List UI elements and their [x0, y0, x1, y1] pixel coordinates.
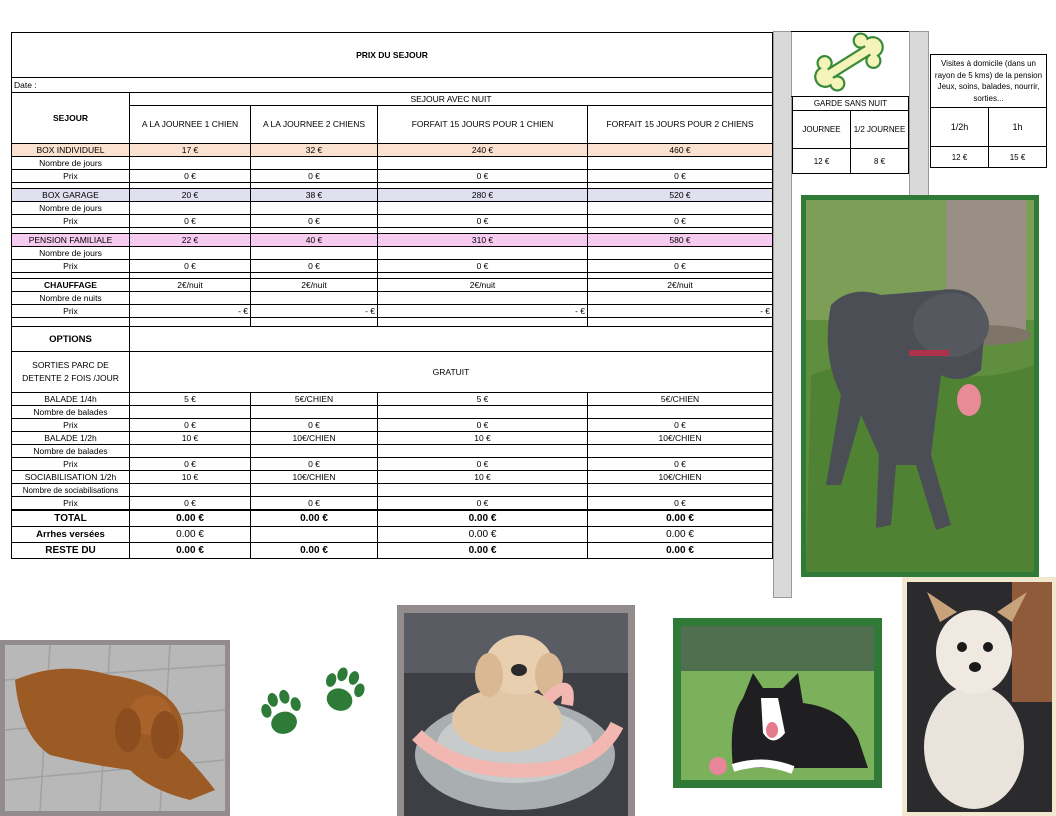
options-header: OPTIONS [12, 327, 130, 352]
section-label: BOX GARAGE [12, 189, 130, 202]
input-cell[interactable] [588, 292, 773, 305]
reste-cell: 0.00 € [378, 543, 588, 559]
garde-col-demi: 1/2 JOURNEE [851, 111, 909, 149]
bone-icon [791, 32, 909, 96]
total-cell: 0.00 € [251, 510, 378, 527]
price-cell: 22 € [130, 234, 251, 247]
prix-row [12, 260, 773, 273]
arrhes-cell[interactable] [251, 527, 378, 543]
nombre-balades-row [12, 445, 773, 458]
sorties-label: SORTIES PARC DE DETENTE 2 FOIS /JOUR [12, 352, 130, 393]
balade-quart-row [12, 393, 773, 406]
arrhes-cell[interactable]: 0.00 € [378, 527, 588, 543]
price-cell: 10€/CHIEN [251, 471, 378, 484]
row-label: Nombre de sociabilisations [12, 484, 130, 497]
option-label: BALADE 1/4h [12, 393, 130, 406]
title-row [12, 33, 773, 78]
input-cell[interactable] [378, 247, 588, 260]
prix-cell: 0 € [378, 419, 588, 432]
date-row [12, 78, 773, 93]
input-cell[interactable] [588, 247, 773, 260]
grey-separator-bar [909, 31, 929, 198]
row-label: Nombre de jours [12, 202, 130, 215]
prix-cell: 0 € [378, 458, 588, 471]
col-header-4: FORFAIT 15 JOURS POUR 2 CHIENS [588, 106, 773, 144]
reste-cell: 0.00 € [130, 543, 251, 559]
dog-photo-cocker [0, 640, 230, 816]
section-label: CHAUFFAGE [12, 279, 130, 292]
price-cell: 2€/nuit [588, 279, 773, 292]
input-cell[interactable] [378, 202, 588, 215]
total-cell: 0.00 € [588, 510, 773, 527]
col-header-2: A LA JOURNEE 2 CHIENS [251, 106, 378, 144]
row-label: Prix [12, 170, 130, 183]
input-cell[interactable] [251, 202, 378, 215]
garde-price-journee: 12 € [793, 149, 851, 174]
row-label: Nombre de jours [12, 247, 130, 260]
dog-photo-cane-corso [801, 195, 1039, 577]
pension-familiale-row [12, 234, 773, 247]
input-cell[interactable] [378, 445, 588, 458]
prix-cell: 0 € [251, 215, 378, 228]
paw-print-icon [250, 660, 375, 745]
garde-col-journee: JOURNEE [793, 111, 851, 149]
row-label: Prix [12, 419, 130, 432]
row-label: Prix [12, 305, 130, 318]
prix-cell: 0 € [130, 260, 251, 273]
prix-cell: - € [130, 305, 251, 318]
prix-cell: 0 € [588, 497, 773, 511]
row-label: Prix [12, 215, 130, 228]
price-cell: 10€/CHIEN [251, 432, 378, 445]
price-cell: 460 € [588, 144, 773, 157]
col-header-1: A LA JOURNEE 1 CHIEN [130, 106, 251, 144]
prix-cell: 0 € [130, 170, 251, 183]
input-cell[interactable] [588, 406, 773, 419]
price-cell: 10 € [378, 432, 588, 445]
input-cell[interactable] [130, 406, 251, 419]
price-cell: 2€/nuit [378, 279, 588, 292]
price-cell: 10€/CHIEN [588, 432, 773, 445]
price-cell: 40 € [251, 234, 378, 247]
garde-price-demi: 8 € [851, 149, 909, 174]
price-cell: 5€/CHIEN [251, 393, 378, 406]
price-cell: 20 € [130, 189, 251, 202]
prix-cell: 0 € [378, 497, 588, 511]
garde-sans-nuit-table [792, 96, 909, 174]
input-cell[interactable] [251, 445, 378, 458]
prix-cell: - € [251, 305, 378, 318]
total-row [12, 510, 773, 527]
input-cell[interactable] [588, 484, 773, 497]
row-label: Nombre de jours [12, 157, 130, 170]
section-label: BOX INDIVIDUEL [12, 144, 130, 157]
price-cell: 17 € [130, 144, 251, 157]
page-title: PRIX DU SEJOUR [12, 33, 773, 78]
sejour-header: SEJOUR [12, 93, 130, 144]
price-cell: 5 € [378, 393, 588, 406]
input-cell[interactable] [588, 202, 773, 215]
prix-row [12, 458, 773, 471]
prix-cell: 0 € [251, 260, 378, 273]
price-cell: 2€/nuit [130, 279, 251, 292]
input-cell[interactable] [378, 292, 588, 305]
prix-row [12, 497, 773, 511]
input-cell[interactable] [251, 484, 378, 497]
spacer-row [12, 318, 773, 327]
prix-cell: 0 € [588, 215, 773, 228]
bone-box [791, 31, 909, 97]
price-cell: 32 € [251, 144, 378, 157]
balade-demi-row [12, 432, 773, 445]
options-blank [130, 327, 773, 352]
prix-cell: 0 € [130, 419, 251, 432]
nombre-balades-row [12, 406, 773, 419]
prix-cell: 0 € [251, 497, 378, 511]
arrhes-cell[interactable]: 0.00 € [130, 527, 251, 543]
prix-cell: 0 € [588, 458, 773, 471]
prix-cell: 0 € [588, 419, 773, 432]
prix-cell: 0 € [130, 215, 251, 228]
nombre-jours-row [12, 157, 773, 170]
prix-row [12, 215, 773, 228]
input-cell[interactable] [251, 292, 378, 305]
price-cell: 240 € [378, 144, 588, 157]
prix-cell: 0 € [588, 170, 773, 183]
option-label: BALADE 1/2h [12, 432, 130, 445]
chauffage-row [12, 279, 773, 292]
row-label: Prix [12, 497, 130, 511]
gratuit-cell: GRATUIT [130, 352, 773, 393]
input-cell[interactable] [378, 157, 588, 170]
nombre-sociabilisations-row [12, 484, 773, 497]
header-row-1 [12, 93, 773, 106]
visites-price-demi: 12 € [931, 147, 989, 168]
input-cell[interactable] [588, 157, 773, 170]
input-cell[interactable] [378, 406, 588, 419]
option-label: SOCIABILISATION 1/2h [12, 471, 130, 484]
prix-cell: 0 € [251, 170, 378, 183]
prix-cell: 0 € [251, 419, 378, 432]
options-row [12, 327, 773, 352]
prix-cell: 0 € [378, 215, 588, 228]
total-cell: 0.00 € [378, 510, 588, 527]
input-cell[interactable] [378, 484, 588, 497]
arrhes-label: Arrhes versées [12, 527, 130, 543]
prix-cell: 0 € [130, 497, 251, 511]
pricing-table [11, 32, 773, 559]
input-cell[interactable] [251, 247, 378, 260]
total-cell: 0.00 € [130, 510, 251, 527]
visites-title: Visites à domicile (dans un rayon de 5 kms) de la pension Jeux, soins, balades, nourrir, sorties... [931, 55, 1047, 108]
box-garage-row [12, 189, 773, 202]
arrhes-cell[interactable]: 0.00 € [588, 527, 773, 543]
price-cell: 10 € [130, 471, 251, 484]
reste-cell: 0.00 € [588, 543, 773, 559]
box-individuel-row [12, 144, 773, 157]
dog-photo-yorkie [902, 577, 1056, 816]
row-label: Nombre de balades [12, 445, 130, 458]
date-field[interactable]: Date : [12, 78, 773, 93]
input-cell[interactable] [130, 292, 251, 305]
prix-cell: 0 € [251, 458, 378, 471]
sorties-row [12, 352, 773, 393]
prix-row [12, 419, 773, 432]
prix-cell: 0 € [378, 260, 588, 273]
visites-col-demi: 1/2h [931, 108, 989, 147]
price-cell: 580 € [588, 234, 773, 247]
price-cell: 10€/CHIEN [588, 471, 773, 484]
dog-photo-pekingese [397, 605, 635, 816]
price-cell: 2€/nuit [251, 279, 378, 292]
price-cell: 38 € [251, 189, 378, 202]
sejour-avec-nuit-header: SEJOUR AVEC NUIT [130, 93, 773, 106]
visites-col-heure: 1h [989, 108, 1047, 147]
arrhes-row [12, 527, 773, 543]
input-cell[interactable] [588, 445, 773, 458]
sociabilisation-row [12, 471, 773, 484]
nombre-nuits-row [12, 292, 773, 305]
prix-cell: 0 € [130, 458, 251, 471]
price-cell: 5€/CHIEN [588, 393, 773, 406]
nombre-jours-row [12, 202, 773, 215]
price-cell: 10 € [130, 432, 251, 445]
price-cell: 310 € [378, 234, 588, 247]
prix-row [12, 170, 773, 183]
row-label: Prix [12, 260, 130, 273]
row-label: Nombre de nuits [12, 292, 130, 305]
prix-cell: 0 € [378, 170, 588, 183]
prix-cell: - € [378, 305, 588, 318]
price-cell: 280 € [378, 189, 588, 202]
visites-price-heure: 15 € [989, 147, 1047, 168]
prix-row [12, 305, 773, 318]
input-cell[interactable] [251, 406, 378, 419]
row-label: Prix [12, 458, 130, 471]
reste-row [12, 543, 773, 559]
prix-cell: 0 € [588, 260, 773, 273]
row-label: Nombre de balades [12, 406, 130, 419]
input-cell[interactable] [130, 445, 251, 458]
visites-domicile-table [930, 54, 1047, 168]
input-cell[interactable] [130, 484, 251, 497]
col-header-3: FORFAIT 15 JOURS POUR 1 CHIEN [378, 106, 588, 144]
reste-cell: 0.00 € [251, 543, 378, 559]
total-label: TOTAL [12, 510, 130, 527]
input-cell[interactable] [130, 202, 251, 215]
section-label: PENSION FAMILIALE [12, 234, 130, 247]
garde-title: GARDE SANS NUIT [793, 97, 909, 111]
price-cell: 520 € [588, 189, 773, 202]
price-cell: 10 € [378, 471, 588, 484]
dog-photo-border-collie [673, 618, 882, 788]
price-cell: 5 € [130, 393, 251, 406]
input-cell[interactable] [130, 157, 251, 170]
prix-cell: - € [588, 305, 773, 318]
paw-prints [250, 660, 375, 745]
nombre-jours-row [12, 247, 773, 260]
input-cell[interactable] [251, 157, 378, 170]
grey-separator-bar [773, 31, 792, 598]
reste-label: RESTE DU [12, 543, 130, 559]
input-cell[interactable] [130, 247, 251, 260]
